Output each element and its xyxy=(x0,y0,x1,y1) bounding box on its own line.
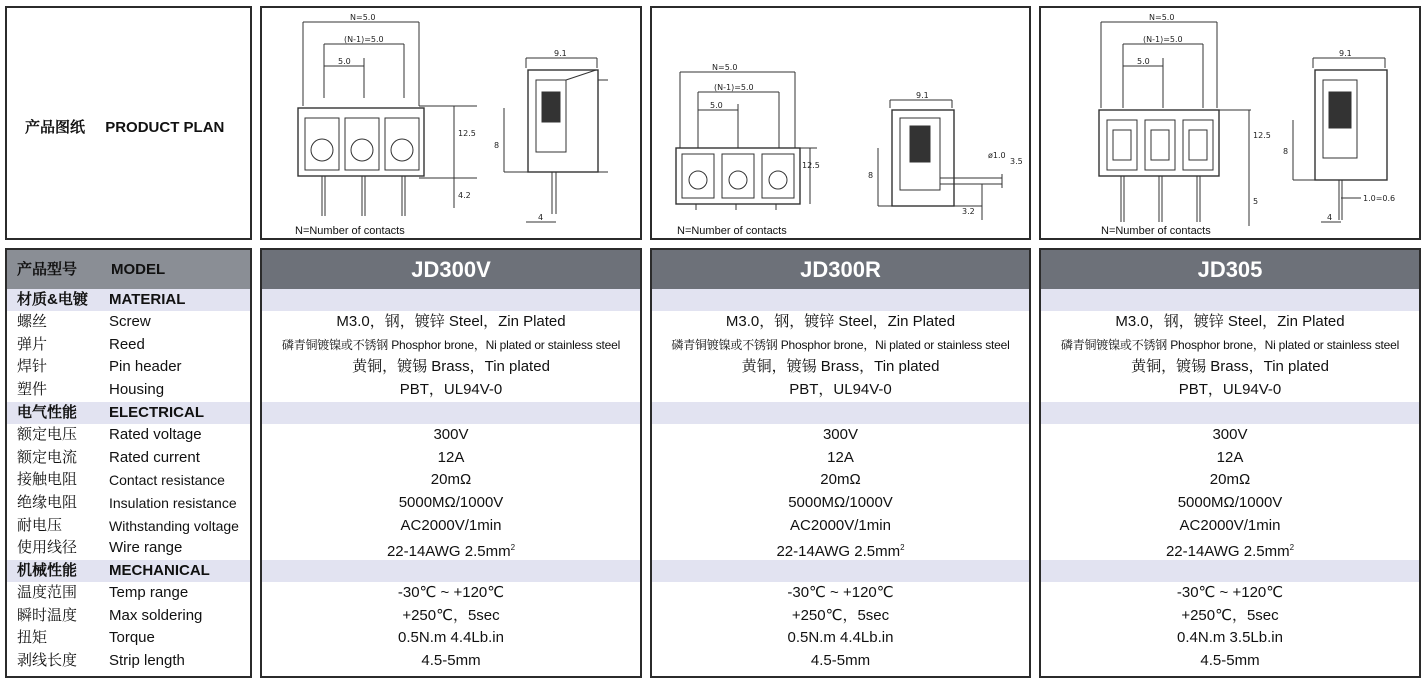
jd305-dim-width: 9.1 xyxy=(1339,49,1352,58)
spec-value-electrical xyxy=(1041,537,1419,560)
jd300r-dim-n: N=5.0 xyxy=(712,63,738,72)
spec-column-jd300r xyxy=(650,248,1031,678)
jd300v-dim-pin-offset: 4 xyxy=(538,213,544,222)
spec-value-mechanical xyxy=(1041,582,1419,605)
spec-value-text: 0.4N.m 3.5Lb.in xyxy=(1177,629,1283,647)
section-title-zh: 材质&电镀 xyxy=(17,291,88,308)
spec-value-mechanical xyxy=(262,650,640,673)
spec-label-row xyxy=(7,356,250,379)
spec-value-text: 300V xyxy=(433,425,469,443)
spec-label-row xyxy=(7,650,250,673)
section-title-en: ELECTRICAL xyxy=(109,403,204,421)
model-name: JD305 xyxy=(1197,257,1263,282)
section-band-electrical xyxy=(652,402,1029,424)
section-band-electrical xyxy=(262,402,640,424)
spec-value-text: 5000MΩ/1000V xyxy=(1177,493,1283,511)
jd300v-dim-body: 8 xyxy=(494,141,500,150)
jd305-dim-body: 8 xyxy=(1283,147,1289,156)
spec-value-electrical xyxy=(1041,447,1419,470)
section-title-zh: 电气性能 xyxy=(17,403,78,421)
spec-value-text: +250℃，5sec xyxy=(791,606,890,624)
jd300r-technical-drawing xyxy=(652,8,1029,238)
spec-value-text: 300V xyxy=(1212,425,1248,443)
spec-value-electrical xyxy=(1041,492,1419,515)
model-header-zh: 产品型号 xyxy=(17,261,78,278)
contacts-note: N=Number of contacts xyxy=(1101,225,1211,237)
jd300v-dim-n1: (N-1)=5.0 xyxy=(344,35,384,44)
jd300r-dim-body: 8 xyxy=(868,171,874,180)
jd300v-dim-width: 9.1 xyxy=(554,49,567,58)
spec-value-material xyxy=(262,311,640,334)
spec-value-electrical xyxy=(262,447,640,470)
jd300r-dim-offset: 3.5 xyxy=(1010,157,1023,166)
spec-label-en: Pin header xyxy=(109,358,182,376)
spec-value-electrical xyxy=(652,537,1029,560)
spec-label-row xyxy=(7,605,250,628)
jd300r-dim-pitch: 5.0 xyxy=(710,101,723,110)
wire-unit-superscript: 2 xyxy=(1289,543,1295,553)
spec-value-material xyxy=(652,356,1029,379)
spec-value-text: -30℃ ~ +120℃ xyxy=(787,584,894,601)
jd305-technical-drawing xyxy=(1041,8,1419,238)
jd305-dim-n: N=5.0 xyxy=(1149,13,1175,22)
spec-value-text: 5000MΩ/1000V xyxy=(788,493,893,511)
spec-value-material xyxy=(652,311,1029,334)
spec-label-row xyxy=(7,379,250,402)
spec-label-row xyxy=(7,582,250,605)
spec-value-electrical xyxy=(652,492,1029,515)
section-band-material xyxy=(1041,289,1419,311)
spec-label-en: Housing xyxy=(109,381,165,399)
spec-value-text: 4.5-5mm xyxy=(1200,652,1260,670)
jd300v-dim-n: N=5.0 xyxy=(350,13,376,22)
spec-value-material xyxy=(262,379,640,402)
spec-label-en: Wire range xyxy=(109,539,183,557)
spec-value-material xyxy=(1041,311,1419,334)
spec-label-zh: 接触电阻 xyxy=(17,471,78,489)
drawing-jd300v xyxy=(260,6,642,240)
spec-label-en: Withstanding voltage xyxy=(109,517,239,534)
spec-value-material xyxy=(1041,334,1419,357)
spec-label-en: Rated voltage xyxy=(109,425,202,443)
spec-value-text: M3.0，钢，镀锌 Steel，Zin Plated xyxy=(1115,313,1345,330)
spec-value-text: M3.0，钢，镀锌 Steel，Zin Plated xyxy=(336,313,566,330)
model-name: JD300V xyxy=(411,257,491,282)
spec-label-en: Contact resistance xyxy=(109,472,225,489)
jd305-dim-pitch: 5.0 xyxy=(1137,57,1150,66)
jd300r-dim-height: 12.5 xyxy=(802,161,820,170)
spec-value-electrical xyxy=(652,515,1029,538)
spec-label-row xyxy=(7,334,250,357)
spec-label-zh: 绝缘电阻 xyxy=(17,493,78,511)
spec-value-text: 12A xyxy=(827,448,854,466)
spec-value-electrical xyxy=(652,424,1029,447)
spec-value-electrical xyxy=(262,492,640,515)
spec-value-text: PBT，UL94V-0 xyxy=(789,381,892,399)
jd305-dim-pin-size: 1.0=0.6 xyxy=(1363,194,1396,203)
spec-value-material xyxy=(1041,356,1419,379)
spec-label-zh: 温度范围 xyxy=(17,584,78,601)
jd305-dim-pin-offset: 4 xyxy=(1327,213,1333,222)
spec-value-mechanical xyxy=(1041,650,1419,673)
spec-value-mechanical xyxy=(262,605,640,628)
spec-column-jd305 xyxy=(1039,248,1421,678)
spec-label-row xyxy=(7,447,250,470)
spec-label-row xyxy=(7,311,250,334)
section-band-electrical xyxy=(1041,402,1419,424)
jd305-dim-pin: 5 xyxy=(1253,197,1259,206)
spec-label-row xyxy=(7,515,250,538)
spec-value-material xyxy=(262,334,640,357)
jd305-dim-n1: (N-1)=5.0 xyxy=(1143,35,1183,44)
jd305-dim-height: 12.5 xyxy=(1253,131,1271,140)
spec-value-material xyxy=(1041,379,1419,402)
spec-value-text: M3.0，钢，镀锌 Steel，Zin Plated xyxy=(725,313,956,330)
product-plan-label-zh: 产品图纸 xyxy=(25,119,86,136)
spec-value-text: PBT，UL94V-0 xyxy=(1178,381,1282,399)
spec-value-electrical xyxy=(1041,515,1419,538)
drawing-jd305 xyxy=(1039,6,1421,240)
section-header-mechanical xyxy=(7,560,250,582)
spec-value-text: 4.5-5mm xyxy=(421,652,481,670)
spec-column-jd300v xyxy=(260,248,642,678)
spec-label-zh: 弹片 xyxy=(17,335,48,353)
spec-value-text: 20mΩ xyxy=(820,471,861,489)
drawing-jd300r xyxy=(650,6,1031,240)
spec-label-zh: 螺丝 xyxy=(17,313,48,330)
spec-value-text: +250℃，5sec xyxy=(1181,606,1279,624)
spec-value-electrical xyxy=(1041,424,1419,447)
spec-label-zh: 瞬时温度 xyxy=(17,606,78,624)
spec-label-zh: 扭矩 xyxy=(17,629,48,647)
spec-value-text: 22-14AWG 2.5mm xyxy=(776,543,901,561)
contacts-note: N=Number of contacts xyxy=(295,225,405,237)
spec-value-text: 0.5N.m 4.4Lb.in xyxy=(398,629,504,647)
jd300v-dim-height: 12.5 xyxy=(458,129,476,138)
model-header-en: MODEL xyxy=(111,261,166,278)
spec-value-text: 黄铜，镀锡 Brass，Tin plated xyxy=(352,358,550,376)
jd300r-dim-dia: ø1.0 xyxy=(988,151,1006,160)
spec-value-electrical xyxy=(1041,469,1419,492)
section-title-en: MATERIAL xyxy=(109,291,186,308)
spec-label-row xyxy=(7,537,250,560)
spec-label-en: Strip length xyxy=(109,652,185,670)
spec-value-text: 5000MΩ/1000V xyxy=(398,493,504,511)
spec-value-mechanical xyxy=(652,582,1029,605)
spec-value-electrical xyxy=(262,537,640,560)
jd300v-dim-pitch: 5.0 xyxy=(338,57,351,66)
spec-value-material xyxy=(652,379,1029,402)
spec-value-text: 12A xyxy=(437,448,465,466)
spec-value-text: 磷青铜镀镍或不锈钢 Phosphor brone，Ni plated or stainless steel xyxy=(671,337,1010,352)
jd300v-technical-drawing xyxy=(262,8,640,238)
spec-value-text: 黄铜，镀锡 Brass，Tin plated xyxy=(741,358,940,376)
spec-value-electrical xyxy=(652,447,1029,470)
spec-value-text: 300V xyxy=(822,425,859,443)
spec-value-electrical xyxy=(262,515,640,538)
spec-label-column xyxy=(5,248,252,678)
spec-value-mechanical xyxy=(262,627,640,650)
spec-value-mechanical xyxy=(1041,627,1419,650)
spec-value-mechanical xyxy=(652,605,1029,628)
section-header-material xyxy=(7,289,250,311)
spec-label-en: Max soldering xyxy=(109,606,203,624)
section-band-mechanical xyxy=(652,560,1029,582)
spec-label-row xyxy=(7,627,250,650)
section-band-mechanical xyxy=(1041,560,1419,582)
spec-value-text: PBT，UL94V-0 xyxy=(399,381,503,399)
wire-unit-superscript: 2 xyxy=(900,543,905,553)
spec-value-text: 磷青铜镀镍或不锈钢 Phosphor brone，Ni plated or stainless steel xyxy=(1060,337,1400,352)
spec-label-en: Temp range xyxy=(109,584,189,601)
spec-label-en: Torque xyxy=(109,629,155,647)
spec-value-mechanical xyxy=(652,650,1029,673)
product-plan-label-en: PRODUCT PLAN xyxy=(105,119,225,136)
spec-label-en: Screw xyxy=(109,313,151,330)
jd300r-dim-n1: (N-1)=5.0 xyxy=(714,83,754,92)
spec-value-text: -30℃ ~ +120℃ xyxy=(397,584,505,601)
spec-value-text: 20mΩ xyxy=(1209,471,1251,489)
contacts-note: N=Number of contacts xyxy=(677,225,787,237)
wire-unit-superscript: 2 xyxy=(510,543,516,553)
section-band-material xyxy=(262,289,640,311)
spec-value-text: -30℃ ~ +120℃ xyxy=(1176,584,1284,601)
spec-label-zh: 塑件 xyxy=(17,381,48,399)
section-band-mechanical xyxy=(262,560,640,582)
spec-value-material xyxy=(652,334,1029,357)
spec-label-zh: 额定电压 xyxy=(17,425,78,443)
spec-value-text: 4.5-5mm xyxy=(810,652,871,670)
spec-value-mechanical xyxy=(652,627,1029,650)
spec-value-text: AC2000V/1min xyxy=(400,516,502,534)
spec-value-electrical xyxy=(262,469,640,492)
spec-label-en: Reed xyxy=(109,335,145,353)
spec-value-text: 22-14AWG 2.5mm xyxy=(386,543,511,561)
spec-label-row xyxy=(7,492,250,515)
jd300r-dim-width: 9.1 xyxy=(916,91,929,100)
jd300v-dim-pin: 4.2 xyxy=(458,191,471,200)
model-name: JD300R xyxy=(800,257,881,282)
spec-label-zh: 剥线长度 xyxy=(17,652,78,670)
spec-label-zh: 耐电压 xyxy=(17,516,63,534)
spec-value-electrical xyxy=(652,469,1029,492)
spec-label-en: Rated current xyxy=(109,448,200,466)
spec-value-text: +250℃，5sec xyxy=(402,606,500,624)
jd300r-dim-pin: 3.2 xyxy=(962,207,975,216)
spec-value-text: 磷青铜镀镍或不锈钢 Phosphor brone，Ni plated or stainless steel xyxy=(281,337,621,352)
spec-label-zh: 焊针 xyxy=(17,358,48,376)
spec-value-material xyxy=(262,356,640,379)
spec-value-mechanical xyxy=(1041,605,1419,628)
spec-value-text: 20mΩ xyxy=(430,471,472,489)
product-plan-label xyxy=(25,116,224,137)
spec-value-text: AC2000V/1min xyxy=(1179,516,1281,534)
spec-value-text: 22-14AWG 2.5mm xyxy=(1165,543,1290,561)
spec-label-zh: 使用线径 xyxy=(17,539,78,557)
spec-value-text: 0.5N.m 4.4Lb.in xyxy=(787,629,894,647)
spec-label-row xyxy=(7,424,250,447)
spec-value-text: AC2000V/1min xyxy=(790,516,891,534)
spec-value-text: 黄铜，镀锡 Brass，Tin plated xyxy=(1131,358,1329,376)
section-title-zh: 机械性能 xyxy=(17,562,78,579)
spec-label-zh: 额定电流 xyxy=(17,448,78,466)
spec-label-row xyxy=(7,469,250,492)
spec-value-mechanical xyxy=(262,582,640,605)
spec-value-electrical xyxy=(262,424,640,447)
spec-label-en: Insulation resistance xyxy=(109,494,237,511)
section-header-electrical xyxy=(7,402,250,424)
product-plan-label-box xyxy=(5,6,252,240)
section-title-en: MECHANICAL xyxy=(109,562,210,579)
section-band-material xyxy=(652,289,1029,311)
spec-value-text: 12A xyxy=(1216,448,1244,466)
